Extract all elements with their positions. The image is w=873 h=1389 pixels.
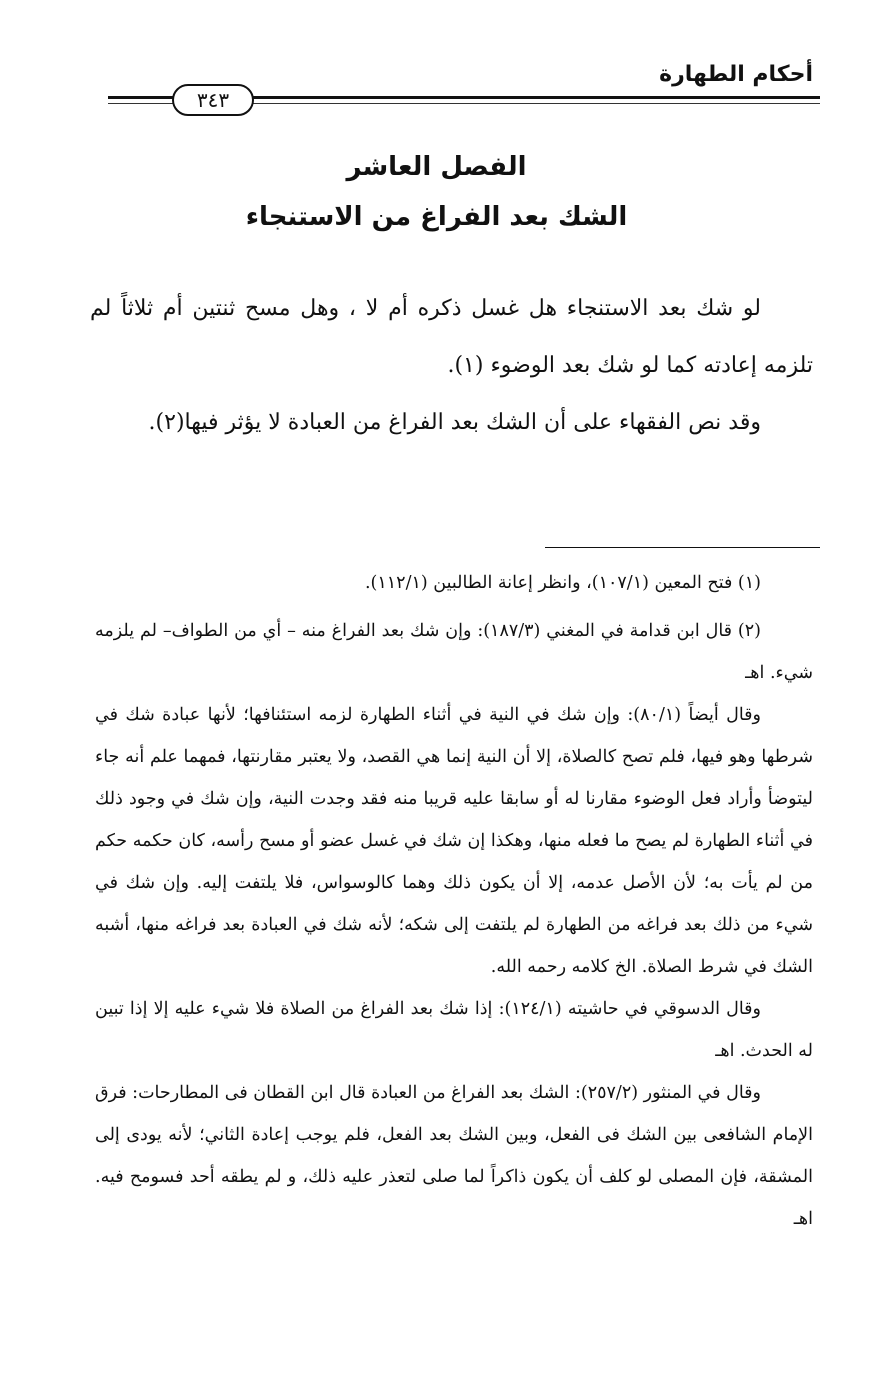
footnotes [95,562,813,1240]
chapter-subtitle: الشك بعد الفراغ من الاستنجاء [245,202,628,232]
body-paragraph-1: لو شك بعد الاستنجاء هل غسل ذكره أم لا ، وهل مسح ثنتين أم ثلاثاً لم تلزمه إعادته كما لو شك بعد الوضوء (١). [90,296,813,378]
footnote-2-paragraph-3: وقال الدسوقي في حاشيته (١٢٤/١): إذا شك بعد الفراغ من الصلاة فلا شيء عليه إلا إذا تبين له الحدث. اهـ [95,999,813,1061]
footnote-separator [545,547,820,548]
page-number: ٣٤٣ [172,84,254,116]
chapter-title: الفصل العاشر [346,152,527,182]
footnote-2-paragraph-4: وقال في المنثور (٢٥٧/٢): الشك بعد الفراغ من العبادة قال ابن القطان فى المطارحات: فرق الإمام الشافعى بين الشك فى الفعل، وبين الشك بعد الفعل، فلم يوجب إعادة الثاني؛ لأنه يودى إلى المشقة، فإن المصلى لو كلف أن يكون ذاكراً لما صلى لتعذر عليه ذلك، و لم يطقه أحد فسومح فيه. اهـ [95,1083,813,1229]
main-text [90,280,813,451]
footnote-1: (١) فتح المعين (١٠٧/١)، وانظر إعانة الطالبين (١١٢/١). [364,573,761,593]
footnote-2-paragraph-2: وقال أيضاً (٨٠/١): وإن شك في النية في أثناء الطهارة لزمه استئنافها؛ لأنها عبادة شك في شرطها وهو فيها، فلم تصح كالصلاة، إلا أن النية إنما هي القصد، ولا يعتبر مقارنتها، فمهما علم أنه جاء ليتوضأ وأراد فعل الوضوء مقارنا له أو سابقا عليه قريبا منه فقد وجدت النية، وإن شك في وجود ذلك في أثناء الطهارة لم يصح ما فعله منها، وهكذا إن شك في غسل عضو أو مسح رأسه، كان حكمه حكم من لم يأت به؛ لأن الأصل عدمه، إلا أن يكون ذلك وهما كالوسواس، فلا يلتفت إليه. وإن شك في شيء من ذلك بعد فراغه من الطهارة لم يلتفت إلى شكه؛ لأنه شك في العبادة بعد فراغه منها، أشبه الشك في شرط الصلاة. الخ كلامه رحمه الله. [95,705,813,977]
body-paragraph-2: وقد نص الفقهاء على أن الشك بعد الفراغ من العبادة لا يؤثر فيها(٢). [148,410,761,435]
footnote-2: (٢) قال ابن قدامة في المغني (١٨٧/٣): وإن شك بعد الفراغ منه – أي من الطواف– لم يلزمه شيء. اهـ [95,621,813,683]
running-title: أحكام الطهارة [659,62,813,87]
